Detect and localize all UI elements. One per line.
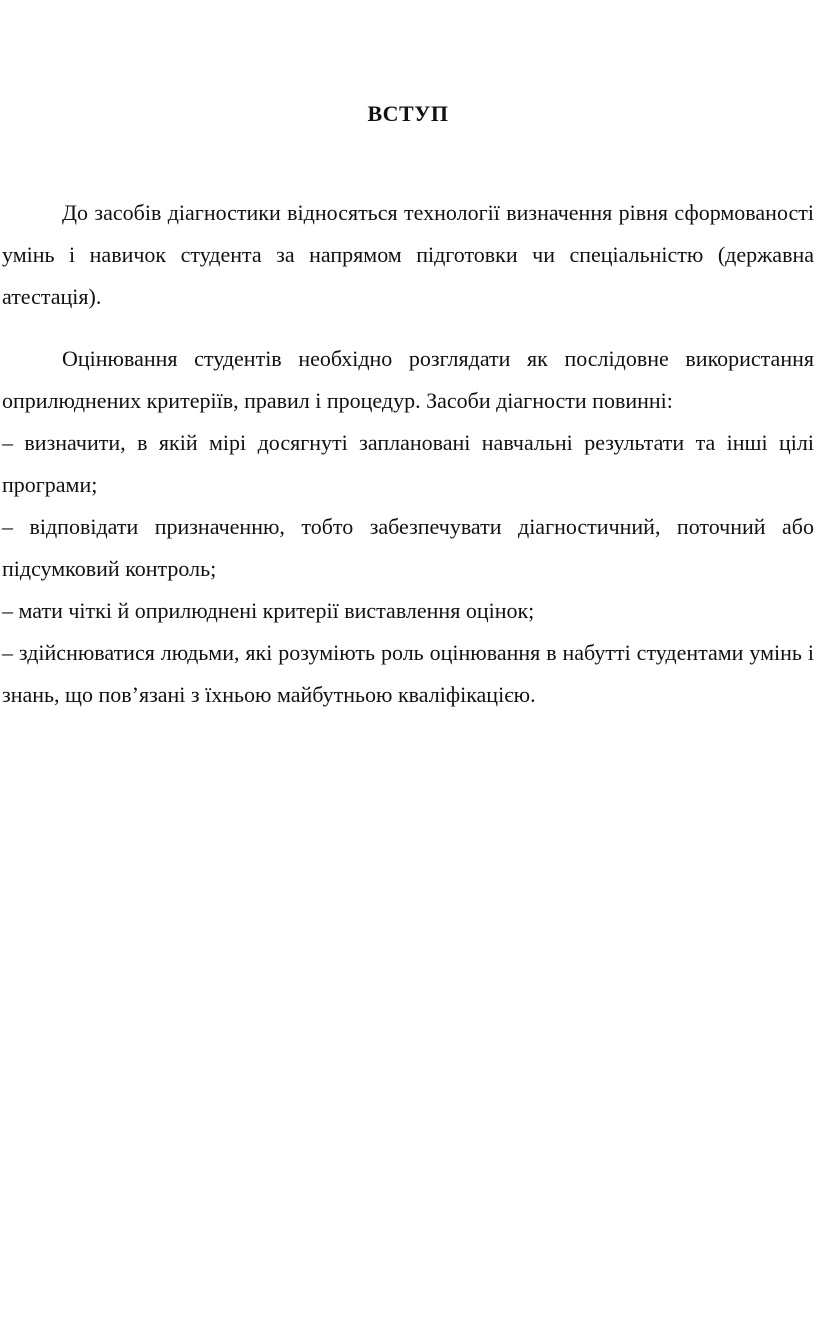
list-item: – здійснюватися людьми, які розуміють роль оцінювання в набутті студентами умінь і знань, що пов’язані з їхньою майбутньою кваліфікацією. bbox=[2, 640, 814, 707]
list-item: – відповідати призначенню, тобто забезпечувати діагностичний, поточний або підсумковий контроль; bbox=[2, 514, 814, 581]
list-item: – мати чіткі й оприлюднені критерії виставлення оцінок; bbox=[2, 598, 535, 623]
list-item: – визначити, в якій мірі досягнуті заплановані навчальні результати та інші цілі програми; bbox=[2, 430, 814, 497]
document-body bbox=[2, 192, 814, 716]
requirements-list bbox=[2, 422, 814, 716]
paragraph-intro: До засобів діагностики відносяться технології визначення рівня сформованості умінь і навичок студента за напрямом підготовки чи спеціальністю (державна атестація). bbox=[2, 200, 814, 309]
paragraph-assessment: Оцінювання студентів необхідно розглядати як послідовне використання оприлюднених критеріїв, правил і процедур. Засоби діагности повинні: bbox=[2, 346, 814, 413]
page-title: ВСТУП bbox=[367, 101, 449, 126]
